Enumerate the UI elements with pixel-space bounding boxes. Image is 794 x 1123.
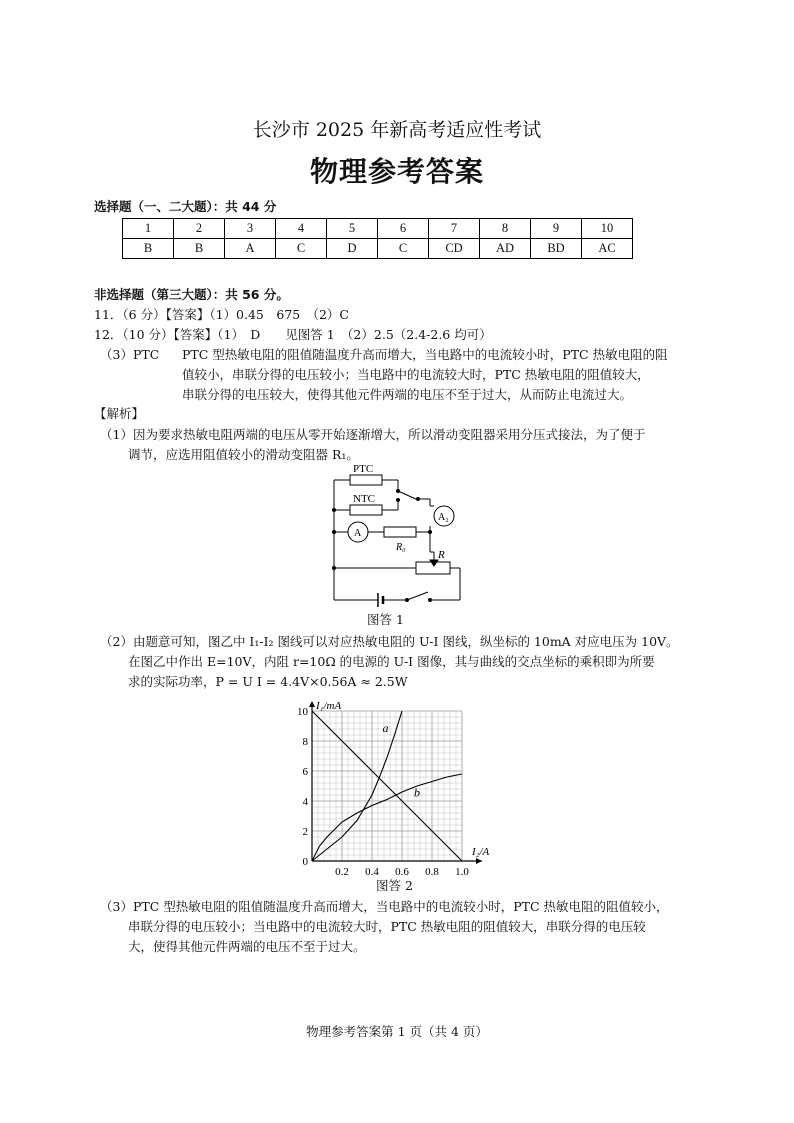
answer-cell: CD xyxy=(429,239,480,259)
question-number: 7 xyxy=(429,219,480,239)
ptc-resistor xyxy=(350,475,382,485)
question-number: 6 xyxy=(378,219,429,239)
answer-cell: BD xyxy=(531,239,582,259)
r0-label: R₀ xyxy=(396,542,406,553)
question-number: 4 xyxy=(276,219,327,239)
ntc-resistor xyxy=(350,505,382,515)
answer-cell: D xyxy=(327,239,378,259)
y-tick-label: 10 xyxy=(297,706,308,718)
y-tick-label: 2 xyxy=(302,826,308,838)
question-number: 2 xyxy=(174,219,225,239)
analysis-1-line: 调节，应选用阻值较小的滑动变阻器 R₁。 xyxy=(128,447,359,462)
x-axis-label: I₂/A xyxy=(472,846,490,858)
x-tick-label: 0.2 xyxy=(335,866,349,878)
analysis-3-line: 大，使得其他元件两端的电压不至于过大。 xyxy=(128,939,366,954)
question-number: 8 xyxy=(480,219,531,239)
y-tick-label: 0 xyxy=(302,856,308,868)
resistor-r0 xyxy=(384,527,416,537)
answer-table-answer-row xyxy=(123,239,633,259)
x-tick-label: 0.8 xyxy=(425,866,439,878)
nonchoice-heading: 非选择题（第三大题）：共 56 分。 xyxy=(94,287,289,302)
series-line-b xyxy=(312,774,462,861)
x-axis-arrow xyxy=(476,858,482,864)
answer-cell: B xyxy=(174,239,225,259)
x-tick-label: 0.6 xyxy=(395,866,409,878)
switch xyxy=(407,592,428,600)
y-tick-label: 4 xyxy=(302,796,308,808)
answer-cell: C xyxy=(276,239,327,259)
figure-2-caption: 图答 2 xyxy=(376,878,413,893)
q12-answer: 12．（10 分）【答案】（1） D 见图答 1 （2）2.5（2.4-2.6 均可） xyxy=(94,327,492,342)
question-number: 10 xyxy=(582,219,633,239)
analysis-3-line: 串联分得的电压较小；当电路中的电流较大时，PTC 热敏电阻的阻值较大，串联分得的电压较 xyxy=(128,919,646,934)
x-tick-label: 1.0 xyxy=(455,866,469,878)
question-number: 5 xyxy=(327,219,378,239)
question-number: 3 xyxy=(225,219,276,239)
choice-heading: 选择题（一、二大题）：共 44 分 xyxy=(94,199,277,214)
answer-cell: B xyxy=(123,239,174,259)
y-axis-arrow xyxy=(309,701,315,707)
answer-cell: A xyxy=(225,239,276,259)
question-number: 9 xyxy=(531,219,582,239)
analysis-1-line: （1）因为要求热敏电阻两端的电压从零开始逐渐增大，所以滑动变阻器采用分压式接法，为了便于 xyxy=(100,427,646,442)
q12-part3-label: （3）PTC xyxy=(100,347,160,362)
series-label-a: a xyxy=(382,721,389,735)
q12-part3-line: 串联分得的电压较大，使得其他元件两端的电压不至于过大，从而防止电流过大。 xyxy=(182,387,633,402)
x-tick-label: 0.4 xyxy=(365,866,379,878)
y-axis-label: I₁/mA xyxy=(316,700,342,712)
y-tick-label: 8 xyxy=(302,736,308,748)
ntc-label: NTC xyxy=(353,493,375,505)
answer-table-number-row xyxy=(123,219,633,239)
question-number: 1 xyxy=(123,219,174,239)
answer-table xyxy=(122,218,633,259)
analysis-2-line: （2）由题意可知，图乙中 I₁-I₂ 图线可以对应热敏电阻的 U-I 图线，纵坐标的 10mA 对应电压为 10V。 xyxy=(100,634,679,649)
a1-label: A xyxy=(354,528,362,539)
switch-selector xyxy=(398,491,418,500)
analysis-2-line: 在图乙中作出 E=10V，内阻 r=10Ω 的电源的 U-I 图像，其与曲线的交点坐标的乘积即为所要 xyxy=(128,654,655,669)
q12-part3-line: PTC 型热敏电阻的阻值随温度升高而增大，当电路中的电流较小时，PTC 热敏电阻的阻 xyxy=(182,347,668,362)
page-footer: 物理参考答案第 1 页（共 4 页） xyxy=(306,1024,488,1039)
series-label-b: b xyxy=(414,785,420,800)
y-tick-label: 6 xyxy=(302,766,308,778)
a2-label: A₂ xyxy=(438,512,449,523)
page-title: 物理参考答案 xyxy=(309,155,484,188)
circuit-diagram xyxy=(310,460,480,610)
figure-1-caption: 图答 1 xyxy=(367,612,404,627)
q12-part3-line: 值较小，串联分得的电压较小；当电路中的电流较大时，PTC 热敏电阻的阻值较大， xyxy=(182,367,650,382)
answer-cell: AD xyxy=(480,239,531,259)
answer-cell: AC xyxy=(582,239,633,259)
r-label: R xyxy=(438,549,445,561)
ptc-label: PTC xyxy=(353,463,374,475)
analysis-heading: 【解析】 xyxy=(94,406,145,421)
exam-title: 长沙市 2025 年新高考适应性考试 xyxy=(252,119,542,141)
answer-cell: C xyxy=(378,239,429,259)
iv-chart xyxy=(290,696,510,884)
analysis-2-line: 求的实际功率，P = U I = 4.4V×0.56A ≈ 2.5W xyxy=(128,674,408,689)
analysis-3-line: （3）PTC 型热敏电阻的阻值随温度升高而增大，当电路中的电流较小时，PTC 热敏电阻的阻值较小， xyxy=(100,899,669,914)
q11-answer: 11．（6 分）【答案】（1）0.45 675 （2）C xyxy=(94,307,349,322)
